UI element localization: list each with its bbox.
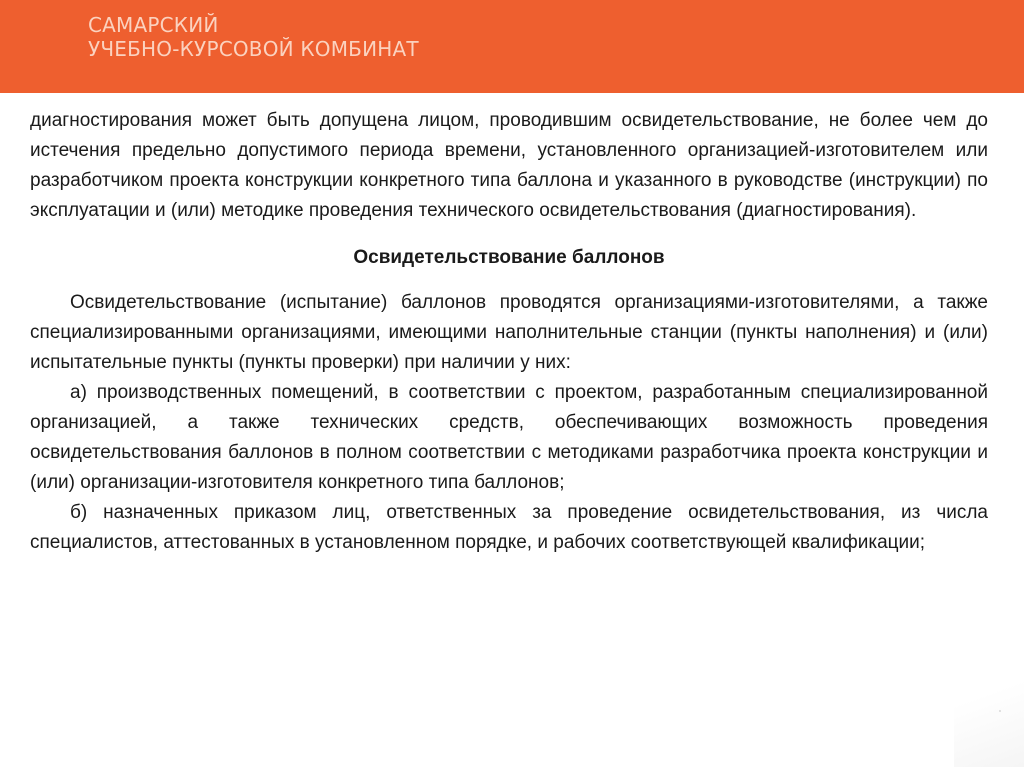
decorative-dot xyxy=(999,710,1001,712)
brand-logo-text xyxy=(88,13,419,61)
paragraph-continuation: диагностирования может быть допущена лицом, проводившим освидетельствование, не более чем до истечения предельно допустимого периода времени, установленного организацией-изготовителем или разработчиком проекта конструкции конкретного типа баллона и указанного в руководстве (инструкции) по эксплуатации и (или) методике проведения технического освидетельствования (диагностирования). xyxy=(30,110,988,221)
paragraph-intro: Освидетельствование (испытание) баллонов проводятся организациями-изготовителями, а также специализированными организациями, имеющими наполнительные станции (пункты наполнения) и (или) испытательные пункты (пункты проверки) при наличии у них: xyxy=(30,292,988,373)
list-item-a: а) производственных помещений, в соответствии с проектом, разработанным специализированной организацией, а также технических средств, обеспечивающих возможность проведения освидетельствования баллонов в полном соответствии с методиками разработчика проекта конструкции и (или) организации-изготовителя конкретного типа баллонов; xyxy=(30,382,988,493)
list-item-b: б) назначенных приказом лиц, ответственных за проведение освидетельствования, из числа специалистов, аттестованных в установленном порядке, и рабочих соответствующей квалификации; xyxy=(30,502,988,553)
section-heading: Освидетельствование баллонов xyxy=(353,247,665,268)
corner-decoration xyxy=(954,647,1024,767)
brand-line-2: УЧЕБНО-КУРСОВОЙ КОМБИНАТ xyxy=(88,37,419,61)
document-body xyxy=(30,106,988,558)
brand-line-1: САМАРСКИЙ xyxy=(88,13,219,37)
header-bar xyxy=(0,0,1024,93)
